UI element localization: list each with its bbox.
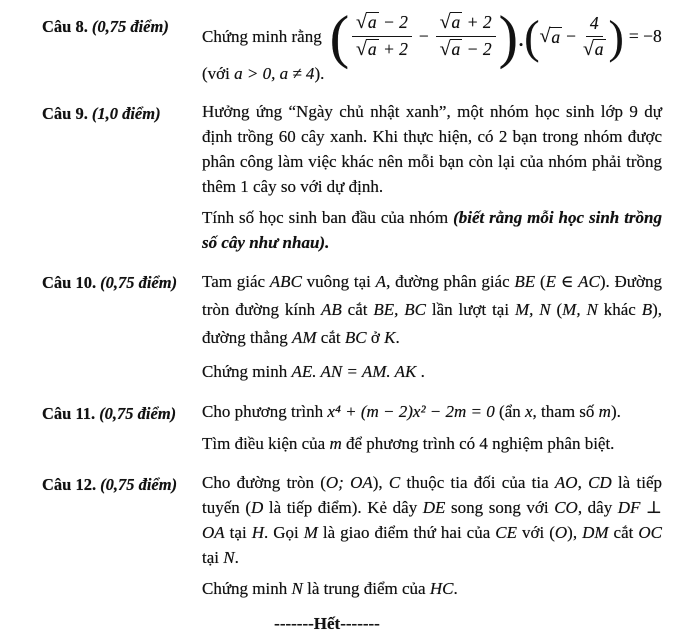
fraction-3: $\frac{4}{√a}$ xyxy=(583,12,604,60)
question-points: (0,75 điểm) xyxy=(99,404,177,424)
question-11-body xyxy=(202,399,662,457)
question-9-label xyxy=(42,99,202,255)
question-9-body xyxy=(202,99,662,255)
q10-problem-text: Tam giác ABC vuông tại A, đường phân giác BE (E ∈ AC). Đường tròn đường kính AB cắt BE, BC lần lượt tại M, N (M, N khác B), đường thẳng AM cắt BC ở K. xyxy=(202,272,662,348)
q8-formula xyxy=(329,3,662,70)
sqrt-sign: √ xyxy=(439,39,451,61)
q8-condition-note: (với a > 0, a ≠ 4). xyxy=(202,64,325,84)
question-8 xyxy=(42,3,662,86)
question-12-label xyxy=(42,470,202,601)
question-8-label xyxy=(42,12,202,86)
q12-task-text: Chứng minh N là trung điểm của HC. xyxy=(202,579,458,599)
question-number: Câu 8. xyxy=(42,17,88,36)
q12-problem-text: Cho đường tròn (O; OA), C thuộc tia đối của tia AO, CD là tiếp tuyến (D là tiếp điểm). Kẻ dây DE song song với CO, dây DF ⊥ OA tại H. Gọi M là giao điểm thứ hai của CE với (O), DM cắt OC tại N. xyxy=(202,473,663,568)
question-points: (1,0 điểm) xyxy=(91,104,161,124)
radicand: a xyxy=(451,39,461,60)
minus-operator: − xyxy=(566,26,576,47)
radicand: a xyxy=(551,26,561,47)
question-8-body xyxy=(202,3,662,86)
question-number: Câu 10. xyxy=(42,273,97,293)
question-11-label xyxy=(42,399,202,457)
fraction-2: $\frac{√a + 2}{√a - 2}$ xyxy=(436,12,496,61)
radicand: a xyxy=(367,12,377,33)
right-paren: ) xyxy=(608,10,624,63)
sqrt-sign: √ xyxy=(583,38,594,60)
q11-problem-text: Cho phương trình x⁴ + (m − 2)x² − 2m = 0 (ẩn x, tham số m). xyxy=(202,402,621,422)
left-paren: ( xyxy=(524,10,540,63)
sqrt-sign: √ xyxy=(356,39,367,61)
question-10-label xyxy=(42,268,202,386)
sqrt-sign: √ xyxy=(439,12,451,34)
question-12-body xyxy=(202,470,662,601)
q10-task-text: Chứng minh AE. AN = AM. AK . xyxy=(202,362,425,382)
end-marker-het: -------Hết------- xyxy=(274,614,380,634)
question-10 xyxy=(42,268,662,386)
question-points: (0,75 điểm) xyxy=(100,273,178,293)
q8-statement-line xyxy=(202,3,662,70)
question-number: Câu 12. xyxy=(42,475,97,495)
question-points: (0,75 điểm) xyxy=(100,475,178,495)
radicand: a xyxy=(594,38,604,59)
question-number: Câu 11. xyxy=(42,404,96,424)
minus-operator: − xyxy=(418,26,429,47)
fraction-1: $\frac{√a - 2}{√a + 2}$ xyxy=(352,12,412,61)
right-paren: ) xyxy=(498,3,518,70)
sqrt-sign: √ xyxy=(356,12,367,34)
radicand: a xyxy=(367,39,377,60)
equals-result: = −8 xyxy=(628,26,662,47)
left-paren: ( xyxy=(329,3,350,70)
sqrt-sign: √ xyxy=(539,25,551,47)
question-points: (0,75 điểm) xyxy=(91,17,169,36)
q9-problem-text: Hưởng ứng “Ngày chủ nhật xanh”, một nhóm học sinh lớp 9 dự định trồng 60 cây xanh. Khi thực hiện, có 2 bạn trong nhóm được phân công làm việc khác nên mỗi bạn còn lại của nhóm phải trồng thêm 1 cây so với dự định. xyxy=(202,102,662,197)
radicand: a xyxy=(451,12,461,33)
question-10-body xyxy=(202,268,662,386)
multiply-dot: . xyxy=(518,30,524,51)
question-number: Câu 9. xyxy=(42,104,88,124)
q8-intro-text: Chứng minh rằng xyxy=(202,27,322,47)
question-11 xyxy=(42,399,662,457)
q9-task-text: Tính số học sinh ban đầu của nhóm (biết rằng mỗi học sinh trồng số cây như nhau). xyxy=(202,208,662,253)
question-9 xyxy=(42,99,662,255)
question-12 xyxy=(42,470,662,601)
q11-task-text: Tìm điều kiện của m để phương trình có 4 nghiệm phân biệt. xyxy=(202,434,615,454)
